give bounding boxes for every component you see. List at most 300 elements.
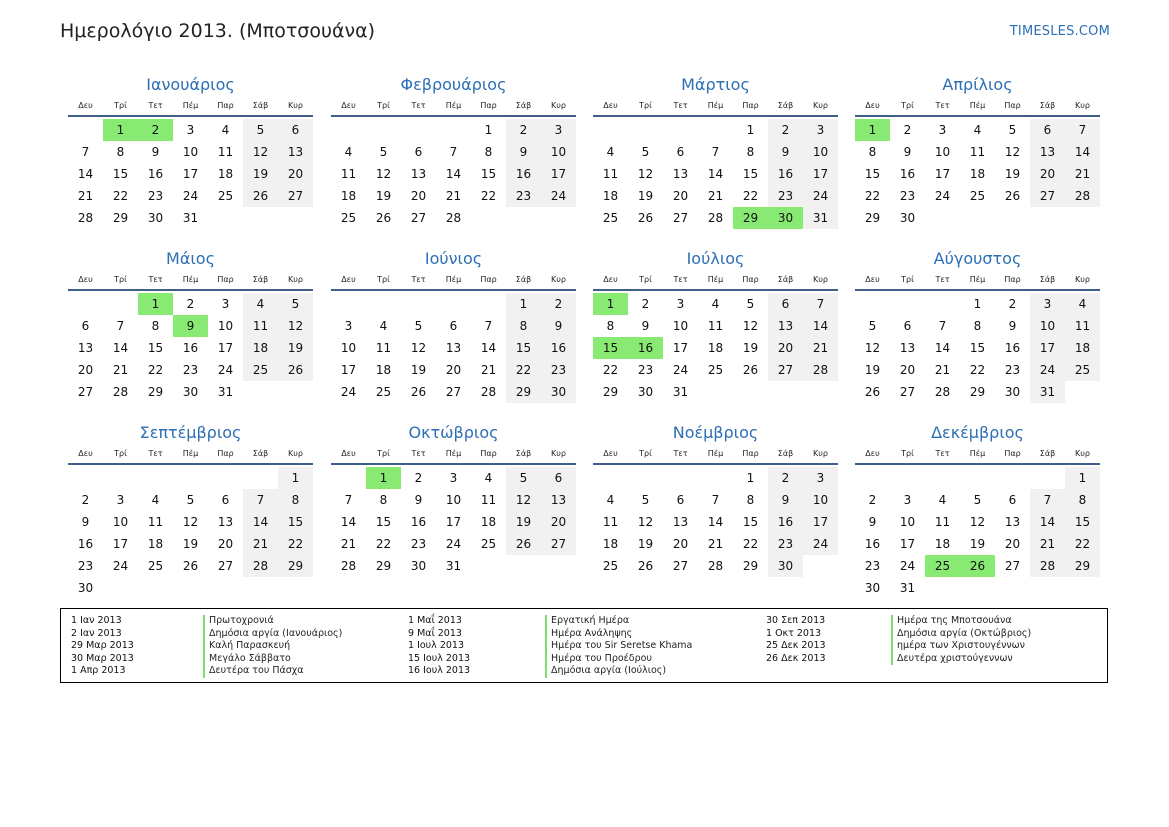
- day-cell: 10: [112, 515, 129, 529]
- day-cell: 8: [379, 493, 388, 507]
- day-cell: 25: [969, 189, 986, 203]
- day-cell: 17: [934, 167, 951, 181]
- day-cell: 20: [1004, 537, 1021, 551]
- day-cell: 24: [182, 189, 199, 203]
- day-cell: 23: [768, 185, 803, 207]
- weekday-header: Κυρ: [551, 101, 566, 110]
- day-cell: 20: [768, 337, 803, 359]
- day-cell: 3: [938, 123, 947, 137]
- day-cell: 18: [340, 189, 357, 203]
- day-cell: 28: [707, 559, 724, 573]
- day-cell: 6: [903, 319, 912, 333]
- day-cell: 21: [707, 189, 724, 203]
- day-cell: 9: [641, 319, 650, 333]
- day-cell: 12: [182, 515, 199, 529]
- day-cell: 28: [1030, 555, 1065, 577]
- day-cell: 1: [746, 123, 755, 137]
- day-cell: 17: [445, 515, 462, 529]
- day-cell: 5: [278, 293, 313, 315]
- day-cell: 3: [803, 119, 838, 141]
- day-cell: 5: [243, 119, 278, 141]
- holiday-name: Ημέρα του Sir Seretse Khama: [545, 640, 692, 653]
- day-cell: 3: [449, 471, 458, 485]
- day-cell: 10: [803, 489, 838, 511]
- day-cell: 18: [217, 167, 234, 181]
- holiday-day-cell: 25: [925, 555, 960, 577]
- month-name: Ιούλιος: [686, 249, 745, 268]
- day-cell: 7: [1065, 119, 1100, 141]
- day-cell: 2: [81, 493, 90, 507]
- holiday-names-column: [203, 615, 342, 678]
- empty-day-cell: [628, 467, 663, 489]
- weekday-header: Κυρ: [1075, 101, 1090, 110]
- day-cell: 20: [77, 363, 94, 377]
- weekday-header: Παρ: [1004, 101, 1021, 110]
- weekday-header: Σάβ: [252, 101, 269, 110]
- header-rule: [593, 115, 838, 117]
- weekday-header: Τετ: [935, 275, 950, 284]
- day-cell: 31: [672, 385, 689, 399]
- day-cell: 2: [768, 467, 803, 489]
- day-cell: 11: [969, 145, 986, 159]
- day-cell: 8: [746, 145, 755, 159]
- day-cell: 4: [973, 123, 982, 137]
- day-cell: 22: [969, 363, 986, 377]
- day-cell: 22: [742, 189, 759, 203]
- weekday-header: Τετ: [673, 101, 688, 110]
- day-cell: 7: [449, 145, 458, 159]
- day-cell: 3: [676, 297, 685, 311]
- day-cell: 25: [147, 559, 164, 573]
- day-cell: 18: [1065, 337, 1100, 359]
- day-cell: 20: [541, 511, 576, 533]
- weekday-header: Δευ: [341, 449, 356, 458]
- day-cell: 30: [147, 211, 164, 225]
- holiday-day-cell: 29: [733, 207, 768, 229]
- weekday-header: Κυρ: [1075, 275, 1090, 284]
- day-cell: 16: [506, 163, 541, 185]
- empty-day-cell: [890, 293, 925, 315]
- day-cell: 10: [340, 341, 357, 355]
- day-cell: 19: [278, 337, 313, 359]
- day-cell: 16: [864, 537, 881, 551]
- weekday-header: Δευ: [865, 449, 880, 458]
- month-calendar: [331, 421, 576, 577]
- weekday-header: Σάβ: [515, 101, 532, 110]
- day-cell: 10: [217, 319, 234, 333]
- empty-day-cell: [593, 467, 628, 489]
- day-cell: 20: [445, 363, 462, 377]
- holiday-day-cell: 9: [173, 315, 208, 337]
- day-cell: 29: [112, 211, 129, 225]
- day-cell: 13: [410, 167, 427, 181]
- day-cell: 11: [934, 515, 951, 529]
- day-cell: 27: [541, 533, 576, 555]
- day-cell: 29: [1065, 555, 1100, 577]
- day-cell: 27: [1030, 185, 1065, 207]
- weekday-header: Κυρ: [288, 449, 303, 458]
- header-rule: [593, 463, 838, 465]
- day-cell: 30: [410, 559, 427, 573]
- day-cell: 21: [803, 337, 838, 359]
- day-cell: 20: [672, 537, 689, 551]
- day-cell: 5: [641, 493, 650, 507]
- day-cell: 9: [81, 515, 90, 529]
- weekday-header: Παρ: [742, 275, 759, 284]
- weekday-header: Τετ: [935, 101, 950, 110]
- weekday-header: Τρί: [639, 275, 652, 284]
- weekday-header: Πέμ: [445, 449, 462, 458]
- day-cell: 24: [217, 363, 234, 377]
- day-cell: 5: [1008, 123, 1017, 137]
- day-cell: 3: [344, 319, 353, 333]
- holiday-dates-column: [408, 615, 470, 678]
- day-cell: 3: [221, 297, 230, 311]
- day-cell: 5: [868, 319, 877, 333]
- day-cell: 3: [541, 119, 576, 141]
- day-cell: 17: [803, 163, 838, 185]
- day-cell: 9: [903, 145, 912, 159]
- empty-day-cell: [436, 293, 471, 315]
- header-rule: [331, 289, 576, 291]
- day-cell: 27: [217, 559, 234, 573]
- month-name: Αύγουστος: [933, 249, 1022, 268]
- weekday-header: Σάβ: [1039, 101, 1056, 110]
- empty-day-cell: [890, 467, 925, 489]
- day-cell: 4: [344, 145, 353, 159]
- day-cell: 29: [602, 385, 619, 399]
- day-cell: 11: [243, 315, 278, 337]
- day-cell: 22: [147, 363, 164, 377]
- weekday-header: Σάβ: [777, 101, 794, 110]
- month-name: Μάιος: [166, 249, 215, 268]
- month-name: Ιανουάριος: [146, 75, 235, 94]
- day-cell: 22: [1065, 533, 1100, 555]
- day-cell: 3: [186, 123, 195, 137]
- holiday-dates-column: [71, 615, 134, 678]
- day-cell: 14: [1030, 511, 1065, 533]
- day-cell: 27: [899, 385, 916, 399]
- weekday-header: Σάβ: [515, 449, 532, 458]
- day-cell: 26: [742, 363, 759, 377]
- empty-day-cell: [103, 293, 138, 315]
- day-cell: 15: [147, 341, 164, 355]
- day-cell: 26: [243, 185, 278, 207]
- weekday-header: Παρ: [742, 449, 759, 458]
- day-cell: 24: [541, 185, 576, 207]
- day-cell: 16: [77, 537, 94, 551]
- day-cell: 24: [340, 385, 357, 399]
- day-cell: 31: [899, 581, 916, 595]
- day-cell: 5: [379, 145, 388, 159]
- day-cell: 19: [243, 163, 278, 185]
- empty-day-cell: [593, 119, 628, 141]
- day-cell: 26: [410, 385, 427, 399]
- day-cell: 18: [243, 337, 278, 359]
- day-cell: 15: [278, 511, 313, 533]
- holiday-name: Εργατική Ημέρα: [545, 615, 692, 628]
- day-cell: 12: [637, 167, 654, 181]
- day-cell: 1: [1065, 467, 1100, 489]
- holiday-date: 16 Ιουλ 2013: [408, 665, 471, 677]
- day-cell: 17: [672, 341, 689, 355]
- day-cell: 4: [938, 493, 947, 507]
- day-cell: 30: [864, 581, 881, 595]
- day-cell: 14: [243, 511, 278, 533]
- weekday-header: Τρί: [901, 449, 914, 458]
- month-name: Οκτώβριος: [408, 423, 499, 442]
- day-cell: 23: [637, 363, 654, 377]
- day-cell: 19: [506, 511, 541, 533]
- holiday-name: Δημόσια αργία (Ιανουάριος): [203, 628, 342, 641]
- day-cell: 2: [414, 471, 423, 485]
- header-rule: [593, 289, 838, 291]
- day-cell: 4: [1065, 293, 1100, 315]
- month-calendar: [855, 73, 1100, 229]
- empty-day-cell: [698, 467, 733, 489]
- day-cell: 9: [768, 141, 803, 163]
- day-cell: 28: [480, 385, 497, 399]
- day-cell: 5: [641, 145, 650, 159]
- weekday-header: Τρί: [639, 449, 652, 458]
- weekday-header: Πέμ: [969, 101, 986, 110]
- day-cell: 1: [746, 471, 755, 485]
- holiday-date: 25 Δεκ 2013: [766, 640, 826, 652]
- day-cell: 28: [243, 555, 278, 577]
- holiday-date: 2 Ιαν 2013: [71, 627, 122, 639]
- weekday-header: Τετ: [935, 449, 950, 458]
- weekday-header: Τετ: [148, 275, 163, 284]
- day-cell: 2: [641, 297, 650, 311]
- site-link[interactable]: TIMESLES.COM: [1009, 24, 1110, 39]
- day-cell: 4: [484, 471, 493, 485]
- day-cell: 6: [768, 293, 803, 315]
- day-cell: 9: [1008, 319, 1017, 333]
- holiday-date: 1 Απρ 2013: [71, 665, 126, 677]
- day-cell: 6: [278, 119, 313, 141]
- day-cell: 17: [217, 341, 234, 355]
- weekday-header: Πέμ: [182, 449, 199, 458]
- weekday-header: Δευ: [603, 101, 618, 110]
- day-cell: 7: [803, 293, 838, 315]
- weekday-header: Δευ: [78, 449, 93, 458]
- day-cell: 7: [116, 319, 125, 333]
- day-cell: 5: [186, 493, 195, 507]
- day-cell: 26: [506, 533, 541, 555]
- day-cell: 14: [707, 515, 724, 529]
- day-cell: 16: [768, 511, 803, 533]
- day-cell: 11: [1065, 315, 1100, 337]
- weekday-header: Παρ: [480, 101, 497, 110]
- weekday-header: Πέμ: [969, 449, 986, 458]
- empty-day-cell: [208, 467, 243, 489]
- weekday-header: Παρ: [1004, 275, 1021, 284]
- day-cell: 10: [182, 145, 199, 159]
- holiday-day-cell: 1: [593, 293, 628, 315]
- day-cell: 8: [746, 493, 755, 507]
- day-cell: 13: [899, 341, 916, 355]
- day-cell: 23: [147, 189, 164, 203]
- day-cell: 9: [541, 315, 576, 337]
- empty-day-cell: [436, 119, 471, 141]
- day-cell: 22: [506, 359, 541, 381]
- day-cell: 26: [375, 211, 392, 225]
- day-cell: 26: [637, 559, 654, 573]
- day-cell: 25: [340, 211, 357, 225]
- holiday-name: Δευτέρα του Πάσχα: [203, 665, 342, 678]
- weekday-header: Κυρ: [551, 275, 566, 284]
- empty-day-cell: [855, 293, 890, 315]
- day-cell: 16: [1004, 341, 1021, 355]
- day-cell: 18: [602, 537, 619, 551]
- day-cell: 9: [868, 515, 877, 529]
- day-cell: 2: [186, 297, 195, 311]
- day-cell: 14: [707, 167, 724, 181]
- day-cell: 2: [868, 493, 877, 507]
- weekday-header: Δευ: [865, 101, 880, 110]
- day-cell: 19: [1004, 167, 1021, 181]
- day-cell: 24: [672, 363, 689, 377]
- day-cell: 4: [243, 293, 278, 315]
- day-cell: 6: [449, 319, 458, 333]
- day-cell: 23: [899, 189, 916, 203]
- day-cell: 16: [899, 167, 916, 181]
- day-cell: 13: [768, 315, 803, 337]
- day-cell: 21: [934, 363, 951, 377]
- day-cell: 21: [243, 533, 278, 555]
- weekday-header: Σάβ: [777, 275, 794, 284]
- weekday-header: Τετ: [148, 449, 163, 458]
- weekday-header: Τετ: [411, 275, 426, 284]
- day-cell: 16: [541, 337, 576, 359]
- weekday-header: Παρ: [217, 101, 234, 110]
- day-cell: 13: [672, 167, 689, 181]
- day-cell: 29: [147, 385, 164, 399]
- day-cell: 25: [480, 537, 497, 551]
- weekday-header: Παρ: [742, 101, 759, 110]
- day-cell: 13: [445, 341, 462, 355]
- header-rule: [68, 289, 313, 291]
- holiday-date: 26 Δεκ 2013: [766, 652, 826, 664]
- day-cell: 10: [803, 141, 838, 163]
- day-cell: 27: [1004, 559, 1021, 573]
- weekday-header: Τετ: [148, 101, 163, 110]
- empty-day-cell: [366, 293, 401, 315]
- day-cell: 29: [742, 559, 759, 573]
- day-cell: 5: [746, 297, 755, 311]
- day-cell: 27: [768, 359, 803, 381]
- day-cell: 17: [1030, 337, 1065, 359]
- day-cell: 9: [414, 493, 423, 507]
- day-cell: 12: [410, 341, 427, 355]
- day-cell: 21: [707, 537, 724, 551]
- day-cell: 24: [934, 189, 951, 203]
- day-cell: 8: [868, 145, 877, 159]
- day-cell: 15: [112, 167, 129, 181]
- day-cell: 28: [934, 385, 951, 399]
- day-cell: 20: [410, 189, 427, 203]
- day-cell: 7: [711, 493, 720, 507]
- day-cell: 17: [899, 537, 916, 551]
- weekday-header: Πέμ: [707, 449, 724, 458]
- day-cell: 22: [375, 537, 392, 551]
- holiday-name: Δευτέρα χριστούγεννων: [891, 653, 1031, 666]
- holiday-date: 30 Μαρ 2013: [71, 652, 134, 664]
- holiday-name: Δημόσια αργία (Οκτώβριος): [891, 628, 1031, 641]
- month-name: Μάρτιος: [681, 75, 750, 94]
- weekday-header: Τρί: [901, 101, 914, 110]
- day-cell: 4: [606, 145, 615, 159]
- month-calendar: [68, 73, 313, 229]
- day-cell: 30: [182, 385, 199, 399]
- weekday-header: Πέμ: [445, 275, 462, 284]
- day-cell: 28: [803, 359, 838, 381]
- day-cell: 31: [445, 559, 462, 573]
- day-cell: 28: [1065, 185, 1100, 207]
- month-calendar: [68, 421, 313, 599]
- day-cell: 13: [541, 489, 576, 511]
- day-cell: 11: [707, 319, 724, 333]
- weekday-header: Σάβ: [515, 275, 532, 284]
- header-rule: [855, 289, 1100, 291]
- day-cell: 7: [243, 489, 278, 511]
- day-cell: 28: [445, 211, 462, 225]
- holiday-name: Πρωτοχρονιά: [203, 615, 342, 628]
- weekday-header: Τετ: [673, 449, 688, 458]
- holiday-name: Ημέρα του Προέδρου: [545, 653, 692, 666]
- holiday-name: Δημόσια αργία (Ιούλιος): [545, 665, 692, 678]
- day-cell: 23: [182, 363, 199, 377]
- day-cell: 19: [637, 537, 654, 551]
- month-name: Δεκέμβριος: [931, 423, 1024, 442]
- weekday-header: Κυρ: [551, 449, 566, 458]
- day-cell: 7: [81, 145, 90, 159]
- day-cell: 25: [375, 385, 392, 399]
- day-cell: 18: [969, 167, 986, 181]
- month-calendar: [855, 421, 1100, 599]
- day-cell: 5: [506, 467, 541, 489]
- day-cell: 6: [81, 319, 90, 333]
- day-cell: 5: [973, 493, 982, 507]
- empty-day-cell: [243, 467, 278, 489]
- day-cell: 14: [112, 341, 129, 355]
- day-cell: 2: [768, 119, 803, 141]
- day-cell: 4: [221, 123, 230, 137]
- weekday-header: Κυρ: [288, 275, 303, 284]
- day-cell: 7: [484, 319, 493, 333]
- day-cell: 6: [221, 493, 230, 507]
- day-cell: 8: [606, 319, 615, 333]
- day-cell: 13: [217, 515, 234, 529]
- weekday-header: Τρί: [114, 101, 127, 110]
- day-cell: 11: [375, 341, 392, 355]
- empty-day-cell: [138, 467, 173, 489]
- day-cell: 1: [484, 123, 493, 137]
- weekday-header: Παρ: [1004, 449, 1021, 458]
- day-cell: 14: [445, 167, 462, 181]
- holiday-date: 1 Ιαν 2013: [71, 615, 122, 626]
- header-rule: [855, 115, 1100, 117]
- weekday-header: Κυρ: [1075, 449, 1090, 458]
- day-cell: 14: [934, 341, 951, 355]
- day-cell: 16: [182, 341, 199, 355]
- day-cell: 22: [112, 189, 129, 203]
- weekday-header: Δευ: [78, 101, 93, 110]
- day-cell: 28: [340, 559, 357, 573]
- day-cell: 29: [969, 385, 986, 399]
- day-cell: 24: [803, 533, 838, 555]
- empty-day-cell: [1030, 467, 1065, 489]
